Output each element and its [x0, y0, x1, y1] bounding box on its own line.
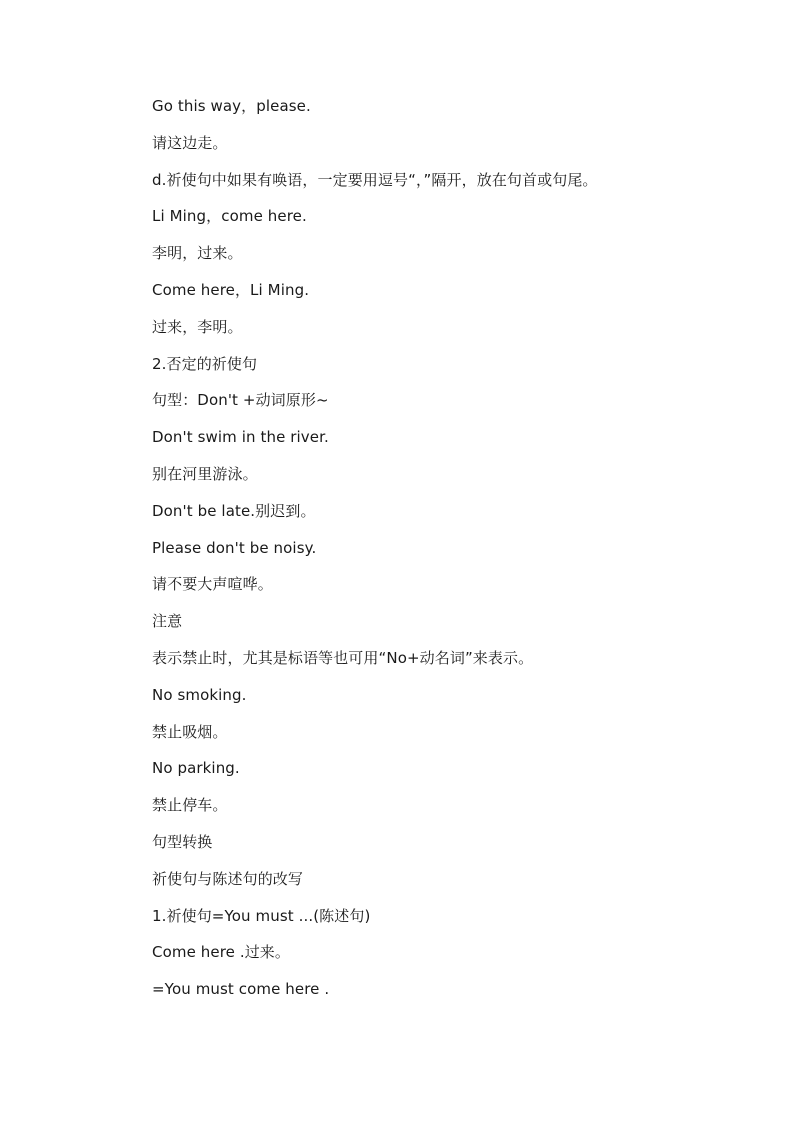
text-line: =You must come here .: [152, 980, 330, 999]
text-line: Please don't be noisy.: [152, 538, 317, 557]
text-line: 1.祈使句=You must ...(陈述句): [152, 906, 371, 925]
text-line: 句型：Don't +动词原形~: [152, 391, 329, 410]
text-line: 请这边走。: [152, 133, 228, 152]
text-line: 禁止吸烟。: [152, 722, 228, 741]
text-line: 禁止停车。: [152, 796, 228, 815]
text-line: 李明，过来。: [152, 244, 243, 263]
text-line: 请不要大声喧哗。: [152, 575, 273, 594]
section-heading: 2.否定的祈使句: [152, 354, 258, 373]
text-line: 祈使句与陈述句的改写: [152, 869, 304, 888]
text-line: Go this way，please.: [152, 97, 311, 115]
text-line: No parking.: [152, 759, 240, 778]
text-line: Don't swim in the river.: [152, 428, 329, 447]
text-line: Li Ming，come here.: [152, 207, 307, 226]
text-line: 过来，李明。: [152, 317, 243, 336]
document-body: [152, 94, 672, 1014]
text-line: Come here，Li Ming.: [152, 280, 310, 299]
text-line: Don't be late.别迟到。: [152, 501, 316, 520]
note-heading: 注意: [152, 612, 183, 631]
text-line: 表示禁止时，尤其是标语等也可用“No+动名词”来表示。: [152, 648, 534, 667]
text-line: No smoking.: [152, 685, 247, 704]
text-line: Come here .过来。: [152, 943, 290, 962]
text-line: d.祈使句中如果有唤语，一定要用逗号“，”隔开，放在句首或句尾。: [152, 170, 598, 189]
text-line: 别在河里游泳。: [152, 464, 258, 483]
section-heading: 句型转换: [152, 832, 213, 851]
